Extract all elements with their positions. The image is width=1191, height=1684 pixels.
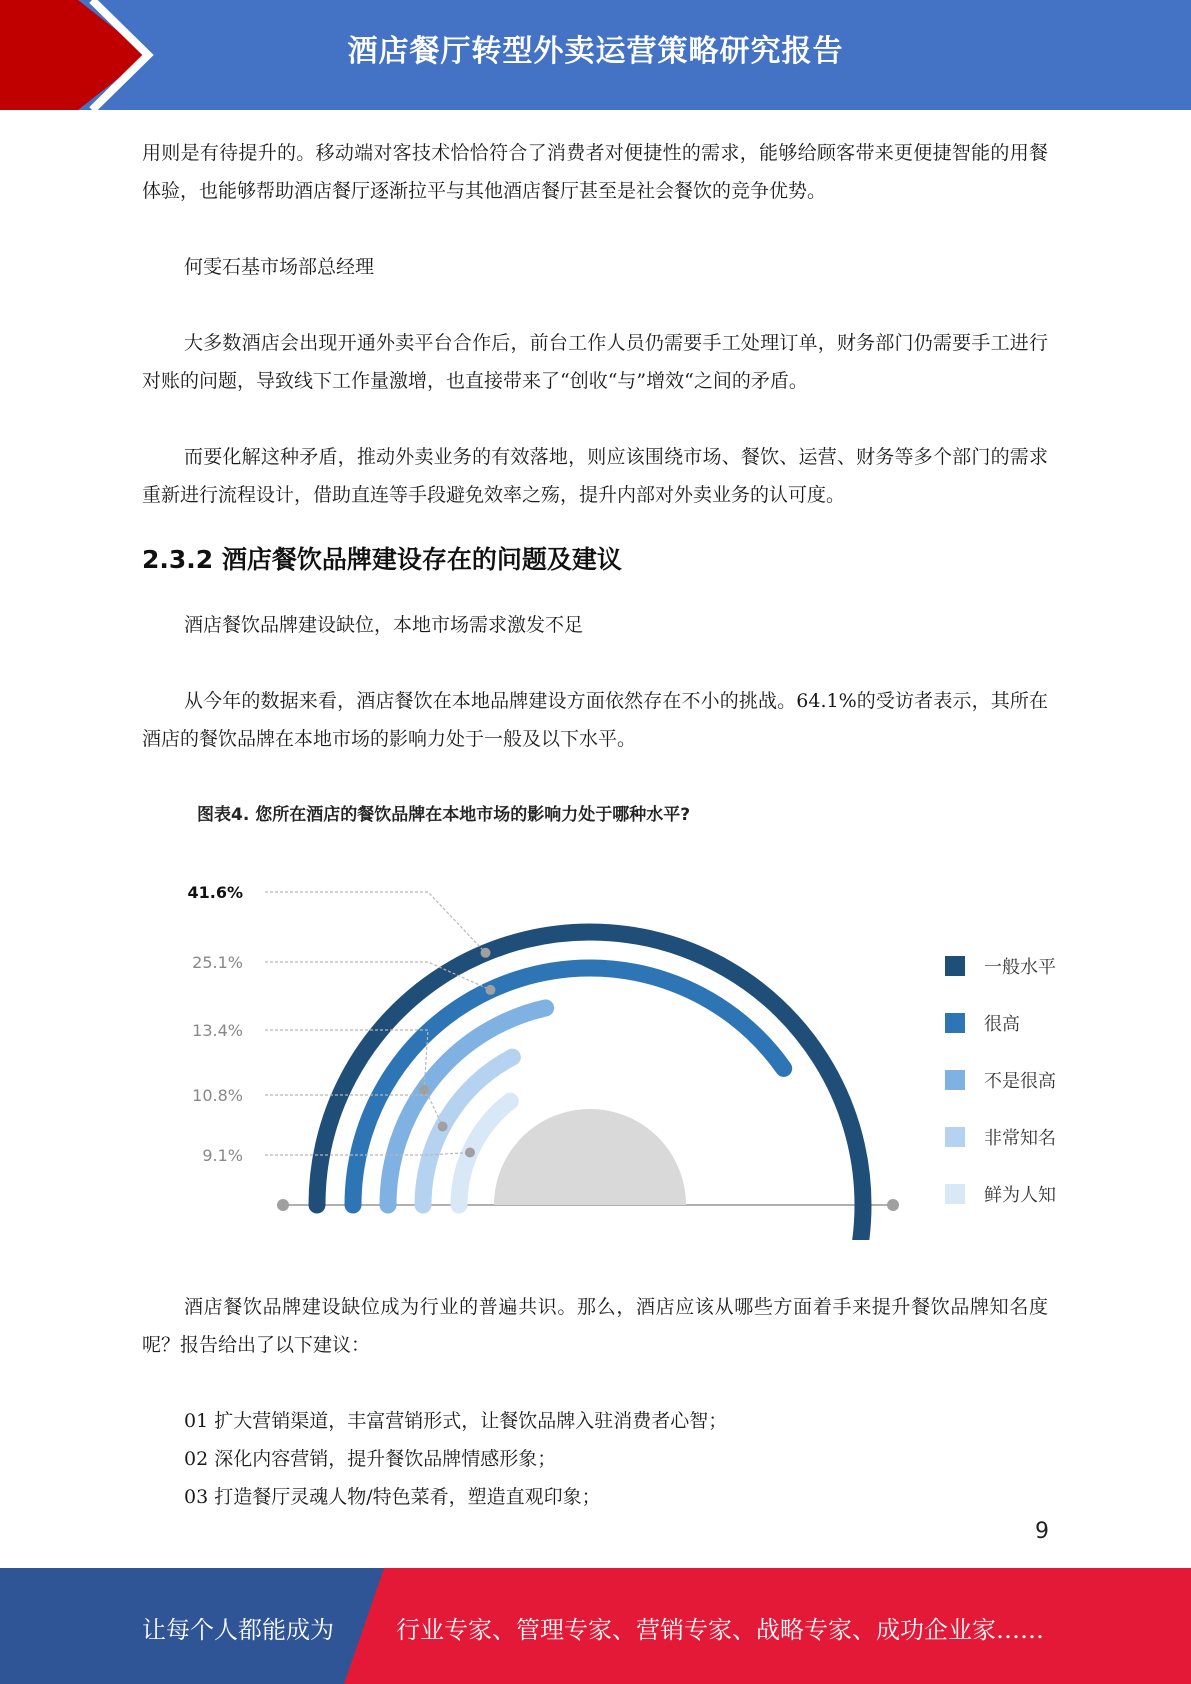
baseline-dot-right <box>887 1199 899 1211</box>
chart-center-disc <box>494 1109 686 1205</box>
legend-swatch-0 <box>945 956 965 976</box>
chart-value-label-2: 13.4% <box>192 1021 243 1040</box>
suggestion-item: 03 打造餐厅灵魂人物/特色菜肴，塑造直观印象； <box>184 1486 601 1508</box>
legend-swatch-4 <box>945 1184 965 1204</box>
conclusion-paragraph: 酒店餐饮品牌建设缺位成为行业的普遍共识。那么，酒店应该从哪些方面着手来提升餐饮品牌知名度呢？报告给出了以下建议： <box>142 1296 1048 1356</box>
chart-value-label-4: 9.1% <box>202 1146 243 1165</box>
bottom-content <box>142 1288 1048 1516</box>
section-subtitle: 酒店餐饮品牌建设缺位，本地市场需求激发不足 <box>184 614 584 636</box>
suggestion-item: 02 深化内容营销，提升餐饮品牌情感形象； <box>184 1448 557 1470</box>
chart-leader-dot-3 <box>438 1121 448 1131</box>
legend-swatch-1 <box>945 1013 965 1033</box>
chart-figure <box>180 800 1080 1240</box>
legend-label-2: 不是很高 <box>984 1071 1056 1092</box>
page-footer <box>0 1568 1191 1684</box>
chart-leader-line-0 <box>265 892 486 953</box>
paragraph-solution: 而要化解这种矛盾，推动外卖业务的有效落地，则应该围绕市场、餐饮、运营、财务等多个部门的需求重新进行流程设计，借助直连等手段避免效率之殇，提升内部对外卖业务的认可度。 <box>142 446 1048 506</box>
section-intro: 从今年的数据来看，酒店餐饮在本地品牌建设方面依然存在不小的挑战。64.1%的受访者表示，其所在酒店的餐饮品牌在本地市场的影响力处于一般及以下水平。 <box>142 690 1048 750</box>
main-content <box>142 134 1048 758</box>
chart-leader-dot-4 <box>465 1148 475 1158</box>
legend-label-0: 一般水平 <box>984 957 1056 978</box>
chart-value-label-3: 10.8% <box>192 1086 243 1105</box>
section-heading: 2.3.2 酒店餐饮品牌建设存在的问题及建议 <box>142 545 622 574</box>
chart-title: 图表4. 您所在酒店的餐饮品牌在本地市场的影响力处于哪种水平? <box>197 805 691 825</box>
paragraph-problem: 大多数酒店会出现开通外卖平台合作后，前台工作人员仍需要手工处理订单，财务部门仍需要手工进行对账的问题，导致线下工作量激增，也直接带来了“创收“与”增效“之间的矛盾。 <box>142 332 1048 392</box>
chart-leader-dot-0 <box>481 948 491 958</box>
chart-value-label-0: 41.6% <box>187 883 243 902</box>
paragraph-continued: 用则是有待提升的。移动端对客技术恰恰符合了消费者对便捷性的需求，能够给顾客带来更便捷智能的用餐体验，也能够帮助酒店餐厅逐渐拉平与其他酒店餐厅甚至是社会餐饮的竞争优势。 <box>142 142 1048 202</box>
footer-slogan-right: 行业专家、管理专家、营销专家、战略专家、成功企业家…… <box>396 1616 1044 1644</box>
header-title: 酒店餐厅转型外卖运营策略研究报告 <box>347 34 844 69</box>
suggestion-item: 01 扩大营销渠道，丰富营销形式，让餐饮品牌入驻消费者心智； <box>184 1410 728 1432</box>
paragraph-speaker: 何雯石基市场部总经理 <box>184 256 375 278</box>
legend-label-4: 鲜为人知 <box>984 1185 1056 1206</box>
chart-value-label-1: 25.1% <box>192 953 243 972</box>
radial-chart <box>180 800 1080 1240</box>
footer-slogan-left: 让每个人都能成为 <box>142 1616 334 1644</box>
legend-swatch-3 <box>945 1127 965 1147</box>
legend-label-3: 非常知名 <box>984 1128 1056 1149</box>
legend-label-1: 很高 <box>984 1014 1020 1035</box>
legend-swatch-2 <box>945 1070 965 1090</box>
chart-leader-dot-1 <box>485 985 495 995</box>
page-header <box>0 0 1191 110</box>
page-number: 9 <box>1035 1519 1049 1544</box>
chart-leader-dot-2 <box>419 1085 429 1095</box>
baseline-dot-left <box>277 1199 289 1211</box>
